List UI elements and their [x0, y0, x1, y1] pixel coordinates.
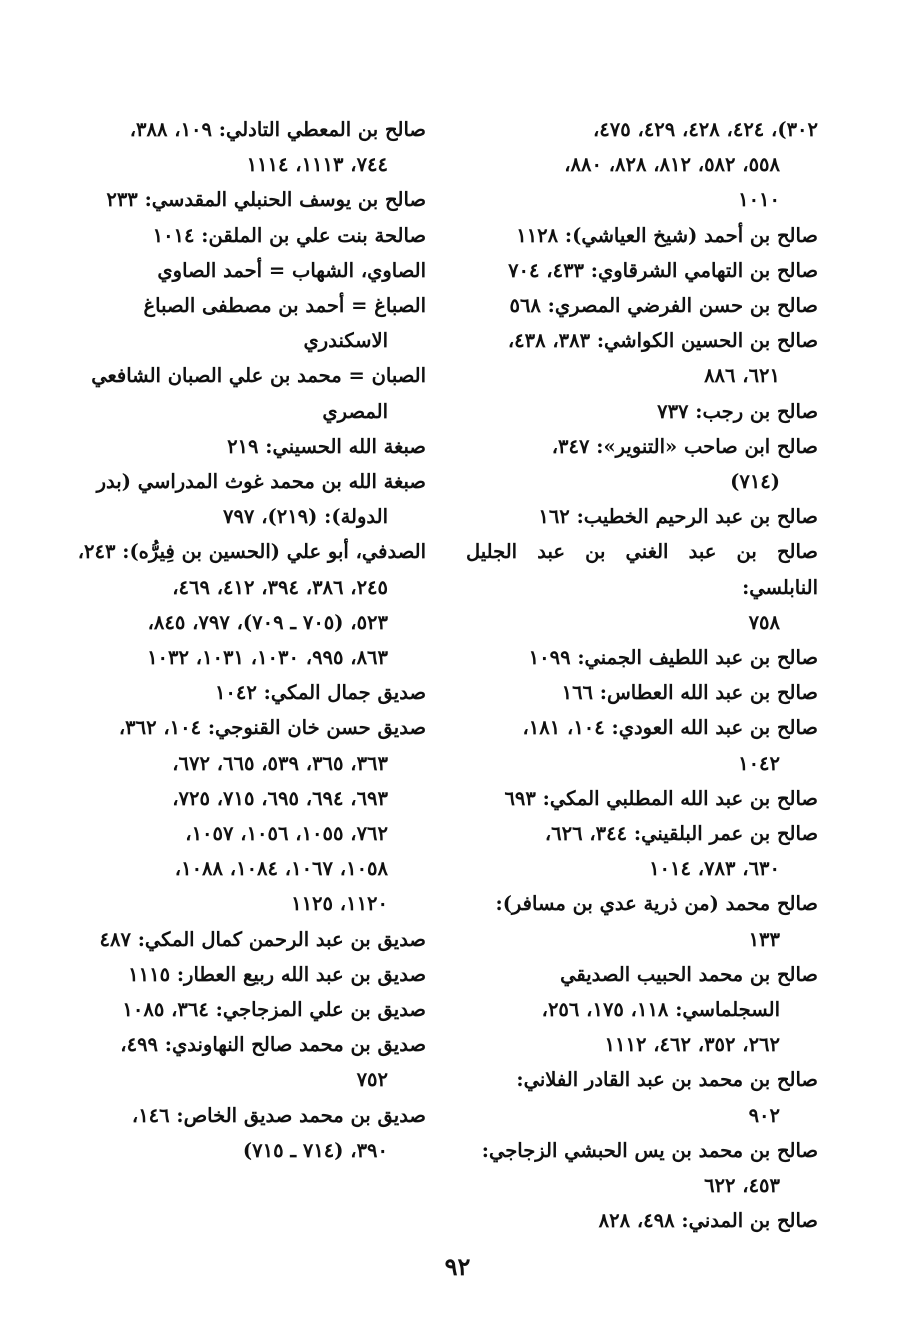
index-entry	[466, 112, 818, 218]
index-entry	[74, 358, 426, 428]
index-entry	[74, 253, 426, 288]
index-entry	[466, 288, 818, 323]
entry-continuation-line: المصري	[322, 399, 388, 423]
entry-continuation-line: ٧٥٨	[748, 610, 780, 634]
entry-continuation-line: ٩٠٢	[748, 1103, 780, 1127]
entry-continuation-line: ٢٤٥، ٣٨٦، ٣٩٤، ٤١٢، ٤٦٩،	[172, 575, 388, 599]
entry-continuation-line: ١٠٤٢	[738, 751, 780, 775]
entry-line: صالح بن يوسف الحنبلي المقدسي: ٢٣٣	[106, 188, 426, 212]
entry-line: صالح بن المعطي التادلي: ١٠٩، ٣٨٨،	[129, 118, 426, 141]
entry-line: صالح بن محمد بن عبد القادر الفلاني:	[516, 1068, 818, 1092]
entry-line: صديق بن محمد صديق الخاص: ١٤٦،	[131, 1103, 426, 1127]
index-entry	[74, 218, 426, 253]
entry-line: صديق بن محمد صالح النهاوندي: ٤٩٩،	[120, 1033, 426, 1057]
entry-line: الصدفي، أبو علي (الحسين بن فِيرُّه): ٢٤٣،	[77, 540, 426, 564]
entry-line: صالح بن أحمد (شيخ العياشي): ١١٢٨	[516, 223, 818, 247]
index-entry	[74, 922, 426, 957]
entry-line: صالح بن عبد اللطيف الجمني: ١٠٩٩	[528, 646, 818, 670]
index-entry	[466, 499, 818, 534]
index-entry	[74, 1027, 426, 1097]
entry-line: صالح بن المدني: ٤٩٨، ٨٢٨	[598, 1209, 818, 1233]
entry-line: صالحة بنت علي بن الملقن: ١٠١٤	[152, 223, 426, 247]
index-entry	[74, 534, 426, 675]
entry-continuation-line: ٦٩٣، ٦٩٤، ٦٩٥، ٧١٥، ٧٢٥،	[172, 786, 388, 810]
entry-line: صالح بن حسن الفرضي المصري: ٥٦٨	[509, 294, 818, 318]
entry-line: صبغة الله الحسيني: ٢١٩	[227, 434, 426, 458]
entry-line: صالح بن رجب: ٧٣٧	[657, 399, 818, 423]
index-entry	[74, 957, 426, 992]
page-number: ٩٢	[444, 1252, 471, 1281]
index-entry	[74, 675, 426, 710]
entry-continuation-line: ٧٦٢، ١٠٥٥، ١٠٥٦، ١٠٥٧،	[185, 822, 388, 846]
entry-line: صديق بن عبد الله ربيع العطار: ١١١٥	[128, 962, 426, 986]
entry-continuation-line: ١٠٥٨، ١٠٦٧، ١٠٨٤، ١٠٨٨،	[174, 857, 388, 881]
index-entry	[466, 1062, 818, 1132]
entry-line: صديق بن عبد الرحمن كمال المكي: ٤٨٧	[99, 927, 426, 951]
index-entry	[466, 394, 818, 429]
entry-line: صالح بن عبد الله العودي: ١٠٤، ١٨١،	[522, 716, 818, 740]
entry-continuation-line: ٧٥٢	[356, 1068, 388, 1092]
index-entry	[466, 534, 818, 640]
entry-continuation-line: ٦٢١، ٨٨٦	[704, 364, 780, 388]
index-entry	[74, 992, 426, 1027]
entry-line: صالح بن عبد الرحيم الخطيب: ١٦٢	[538, 505, 818, 529]
index-entry	[74, 112, 426, 182]
index-entry	[74, 1098, 426, 1168]
entry-line: صالح بن عبد الغني بن عبد الجليل النابلسي:	[466, 540, 818, 599]
index-entry	[466, 253, 818, 288]
index-entry	[466, 323, 818, 393]
entry-line: الصاوي، الشهاب = أحمد الصاوي	[157, 258, 426, 282]
entry-continuation-line: ٢٦٢، ٣٥٢، ٤٦٢، ١١١٢	[604, 1033, 780, 1057]
index-entry	[466, 1133, 818, 1203]
entry-continuation-line: الاسكندري	[303, 329, 388, 353]
entry-continuation-line: الدولة): (٢١٩)، ٧٩٧	[222, 505, 388, 529]
entry-line: صديق جمال المكي: ١٠٤٢	[214, 681, 426, 705]
entry-line: ٣٠٢)، ٤٢٤، ٤٢٨، ٤٢٩، ٤٧٥،	[593, 118, 818, 141]
entry-line: صبغة الله بن محمد غوث المدراسي (بدر	[96, 470, 426, 494]
index-entry	[466, 816, 818, 886]
entry-line: الصبان = محمد بن علي الصبان الشافعي	[91, 364, 426, 388]
index-entry	[466, 710, 818, 780]
entry-line: صديق حسن خان القنوجي: ١٠٤، ٣٦٢،	[118, 716, 426, 740]
entry-continuation-line: (٧١٤)	[730, 470, 780, 494]
index-entry	[466, 218, 818, 253]
entry-continuation-line: ١٣٣	[748, 927, 780, 951]
entry-continuation-line: ٥٥٨، ٥٨٢، ٨١٢، ٨٢٨، ٨٨٠،	[564, 153, 780, 177]
entry-continuation-line: ٤٥٣، ٦٢٢	[704, 1174, 780, 1198]
index-entry	[466, 429, 818, 499]
entry-line: صالح بن عبد الله المطلبي المكي: ٦٩٣	[504, 786, 818, 810]
entry-line: صالح بن عبد الله العطاس: ١٦٦	[561, 681, 818, 705]
entry-line: الصباغ = أحمد بن مصطفى الصباغ	[143, 294, 426, 318]
entry-line: صديق بن علي المزجاجي: ٣٦٤، ١٠٨٥	[122, 998, 426, 1022]
entry-continuation-line: ١١٢٠، ١١٢٥	[291, 892, 388, 916]
entry-continuation-line: ١٠١٠	[738, 188, 780, 212]
index-entry	[466, 1203, 818, 1238]
index-column-left	[74, 112, 426, 1168]
index-entry	[74, 288, 426, 358]
index-entry	[466, 640, 818, 675]
entry-line: صالح بن الحسين الكواشي: ٣٨٣، ٤٣٨،	[507, 329, 818, 353]
entry-line: صالح بن التهامي الشرقاوي: ٤٣٣، ٧٠٤	[508, 258, 818, 282]
entry-line: صالح محمد (من ذرية عدي بن مسافر):	[495, 892, 818, 916]
entry-continuation-line: ٦٣٠، ٧٨٣، ١٠١٤	[649, 857, 780, 881]
entry-line: صالح بن محمد بن يس الحبشي الزجاجي:	[481, 1138, 818, 1162]
index-entry	[466, 886, 818, 956]
index-entry	[74, 429, 426, 464]
entry-line: صالح ابن صاحب «التنوير»: ٣٤٧،	[551, 434, 818, 458]
index-entry	[466, 957, 818, 1063]
entry-continuation-line: ٨٦٣، ٩٩٥، ١٠٣٠، ١٠٣١، ١٠٣٢	[147, 646, 388, 670]
index-entry	[466, 675, 818, 710]
index-entry	[74, 710, 426, 921]
entry-continuation-line: ٣٦٣، ٣٦٥، ٥٣٩، ٦٦٥، ٦٧٢،	[172, 751, 388, 775]
entry-continuation-line: السجلماسي: ١١٨، ١٧٥، ٢٥٦،	[541, 998, 780, 1022]
index-entry	[74, 464, 426, 534]
entry-line: صالح بن عمر البلقيني: ٣٤٤، ٦٢٦،	[544, 822, 818, 846]
entry-line: صالح بن محمد الحبيب الصديقي	[560, 962, 818, 986]
index-entry	[74, 182, 426, 217]
entry-continuation-line: ٧٤٤، ١١١٣، ١١١٤	[246, 153, 388, 177]
index-entry	[466, 781, 818, 816]
index-column-right	[466, 112, 818, 1239]
entry-continuation-line: ٥٢٣، (٧٠٥ ـ ٧٠٩)، ٧٩٧، ٨٤٥،	[147, 610, 388, 634]
entry-continuation-line: ٣٩٠، (٧١٤ ـ ٧١٥)	[242, 1138, 388, 1162]
